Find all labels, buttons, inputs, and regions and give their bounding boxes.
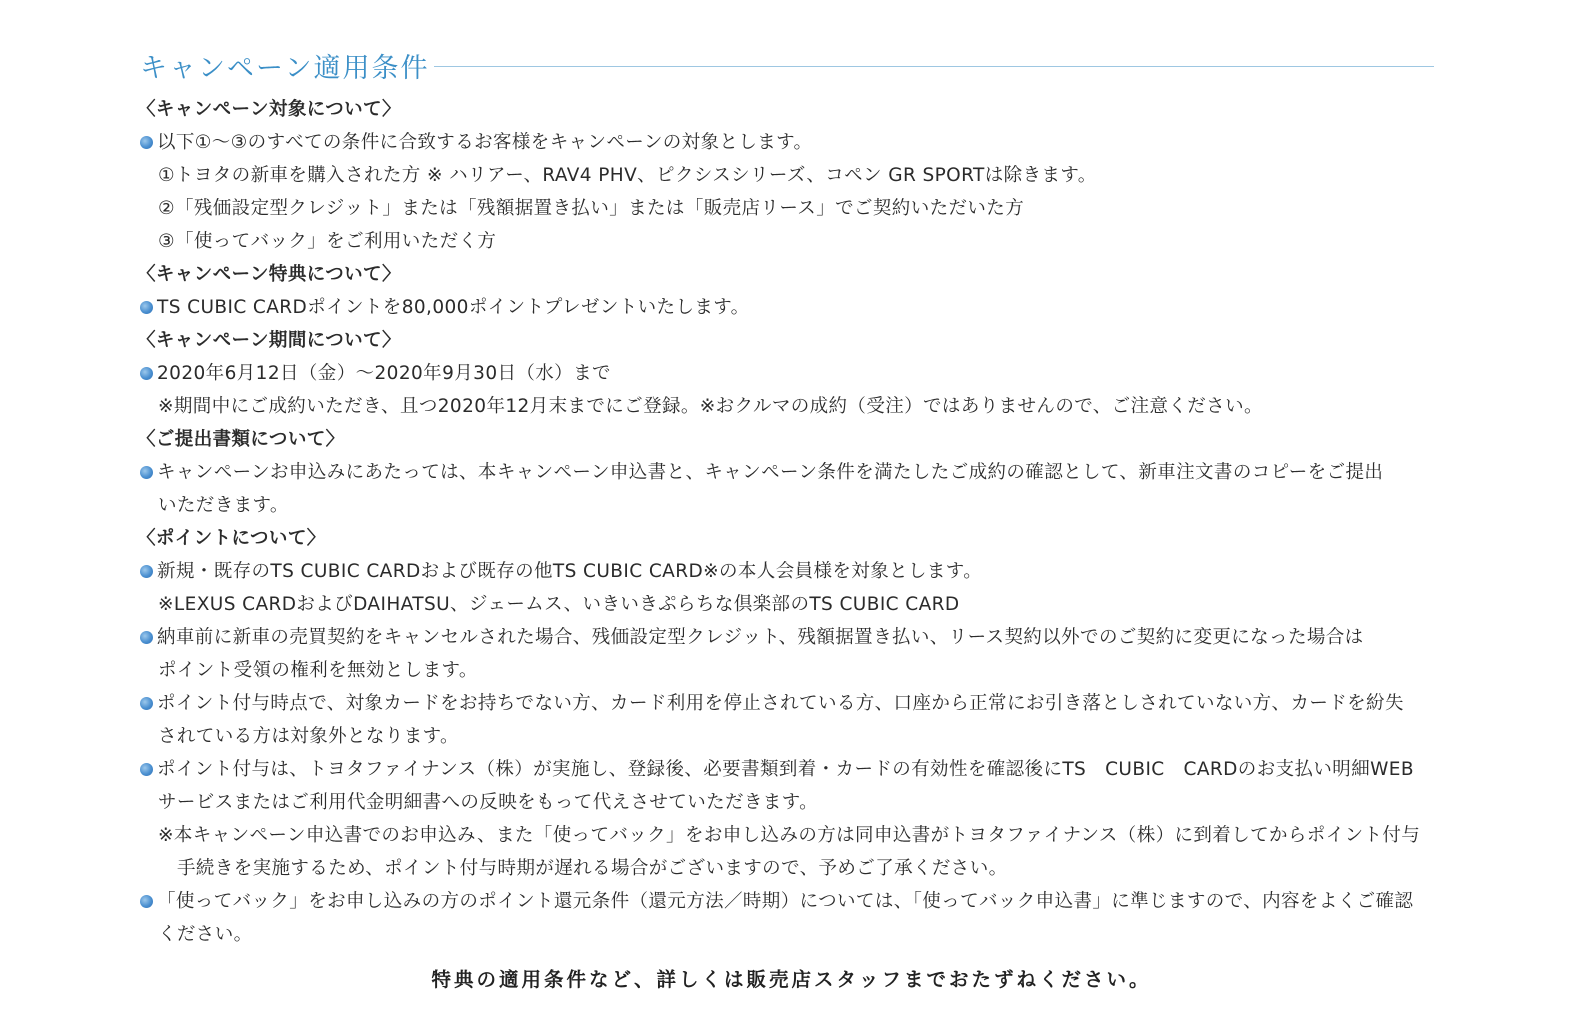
bullet-period <box>140 359 611 389</box>
period-note: ※期間中にご成約いただき、且つ2020年12月末までにご登録。※おクルマの成約（受注）ではありませんので、ご注意ください。 <box>158 396 1263 417</box>
bullet-text: 2020年6月12日（金）～2020年9月30日（水）まで <box>157 363 611 384</box>
bullet-benefit <box>140 293 750 323</box>
section-heading-target: 〈キャンペーン対象について〉 <box>137 99 401 120</box>
blue-dot-icon <box>140 301 153 314</box>
condition-item-1: ①トヨタの新車を購入された方 ※ ハリアー、RAV4 PHV、ピクシスシリーズ、コペン GR SPORTは除きます。 <box>158 165 1097 186</box>
page-title: キャンペーン適用条件 <box>140 53 430 84</box>
bullet-target <box>140 128 812 158</box>
footer-note: 特典の適用条件など、詳しくは販売店スタッフまでおたずねください。 <box>431 968 1152 991</box>
section-heading-period: 〈キャンペーン期間について〉 <box>137 330 401 351</box>
blue-dot-icon <box>140 895 153 908</box>
bullet-points-4-note-cont: 手続きを実施するため、ポイント付与時期が遅れる場合がございますので、予めご了承ください。 <box>177 858 1008 879</box>
blue-dot-icon <box>140 565 153 578</box>
condition-item-3: ③「使ってバック」をご利用いただく方 <box>158 231 497 252</box>
section-heading-points: 〈ポイントについて〉 <box>137 528 326 549</box>
blue-dot-icon <box>140 631 153 644</box>
blue-dot-icon <box>140 367 153 380</box>
bullet-points-4-cont: サービスまたはご利用代金明細書への反映をもって代えさせていただきます。 <box>158 792 819 813</box>
bullet-text: TS CUBIC CARDポイントを80,000ポイントプレゼントいたします。 <box>157 297 750 318</box>
bullet-points-1-note: ※LEXUS CARDおよびDAIHATSU、ジェームス、いきいきぷらちな倶楽部のTS CUBIC CARD <box>158 594 960 615</box>
bullet-text: ポイント付与は、トヨタファイナンス（株）が実施し、登録後、必要書類到着・カードの有効性を確認後にTS CUBIC CARDのお支払い明細WEB <box>157 759 1414 780</box>
bullet-points-5 <box>140 887 1413 917</box>
blue-dot-icon <box>140 697 153 710</box>
bullet-text: 以下①～③のすべての条件に合致するお客様をキャンペーンの対象とします。 <box>157 132 813 153</box>
bullet-text: ポイント付与時点で、対象カードをお持ちでない方、カード利用を停止されている方、口座から正常にお引き落としされていない方、カードを紛失 <box>157 693 1404 714</box>
bullet-text: 「使ってバック」をお申し込みの方のポイント還元条件（還元方法／時期）については、「使ってバック申込書」に準じますので、内容をよくご確認 <box>157 891 1414 912</box>
bullet-text: キャンペーンお申込みにあたっては、本キャンペーン申込書と、キャンペーン条件を満たしたご成約の確認として、新車注文書のコピーをご提出 <box>157 462 1384 483</box>
bullet-points-2-cont: ポイント受領の権利を無効とします。 <box>158 660 478 681</box>
title-rule <box>434 66 1434 67</box>
bullet-documents <box>140 458 1383 488</box>
blue-dot-icon <box>140 763 153 776</box>
blue-dot-icon <box>140 136 153 149</box>
section-heading-documents: 〈ご提出書類について〉 <box>137 429 345 450</box>
bullet-text: 納車前に新車の売買契約をキャンセルされた場合、残価設定型クレジット、残額据置き払い、リース契約以外でのご契約に変更になった場合は <box>157 627 1364 648</box>
bullet-points-3-cont: されている方は対象外となります。 <box>158 726 459 747</box>
condition-item-2: ②「残価設定型クレジット」または「残額据置き払い」または「販売店リース」でご契約いただいた方 <box>158 198 1025 219</box>
bullet-text: 新規・既存のTS CUBIC CARDおよび既存の他TS CUBIC CARD※の本人会員様を対象とします。 <box>157 561 983 582</box>
bullet-documents-cont: いただきます。 <box>158 495 289 516</box>
bullet-points-3 <box>140 689 1404 719</box>
blue-dot-icon <box>140 466 153 479</box>
bullet-points-5-cont: ください。 <box>158 924 253 945</box>
bullet-points-4-note: ※本キャンペーン申込書でのお申込み、また「使ってバック」をお申し込みの方は同申込書がトヨタファイナンス（株）に到着してからポイント付与 <box>158 825 1421 846</box>
section-heading-benefit: 〈キャンペーン特典について〉 <box>137 264 401 285</box>
bullet-points-4 <box>140 755 1414 785</box>
bullet-points-1 <box>140 557 982 587</box>
bullet-points-2 <box>140 623 1364 653</box>
title-row <box>140 44 1440 88</box>
